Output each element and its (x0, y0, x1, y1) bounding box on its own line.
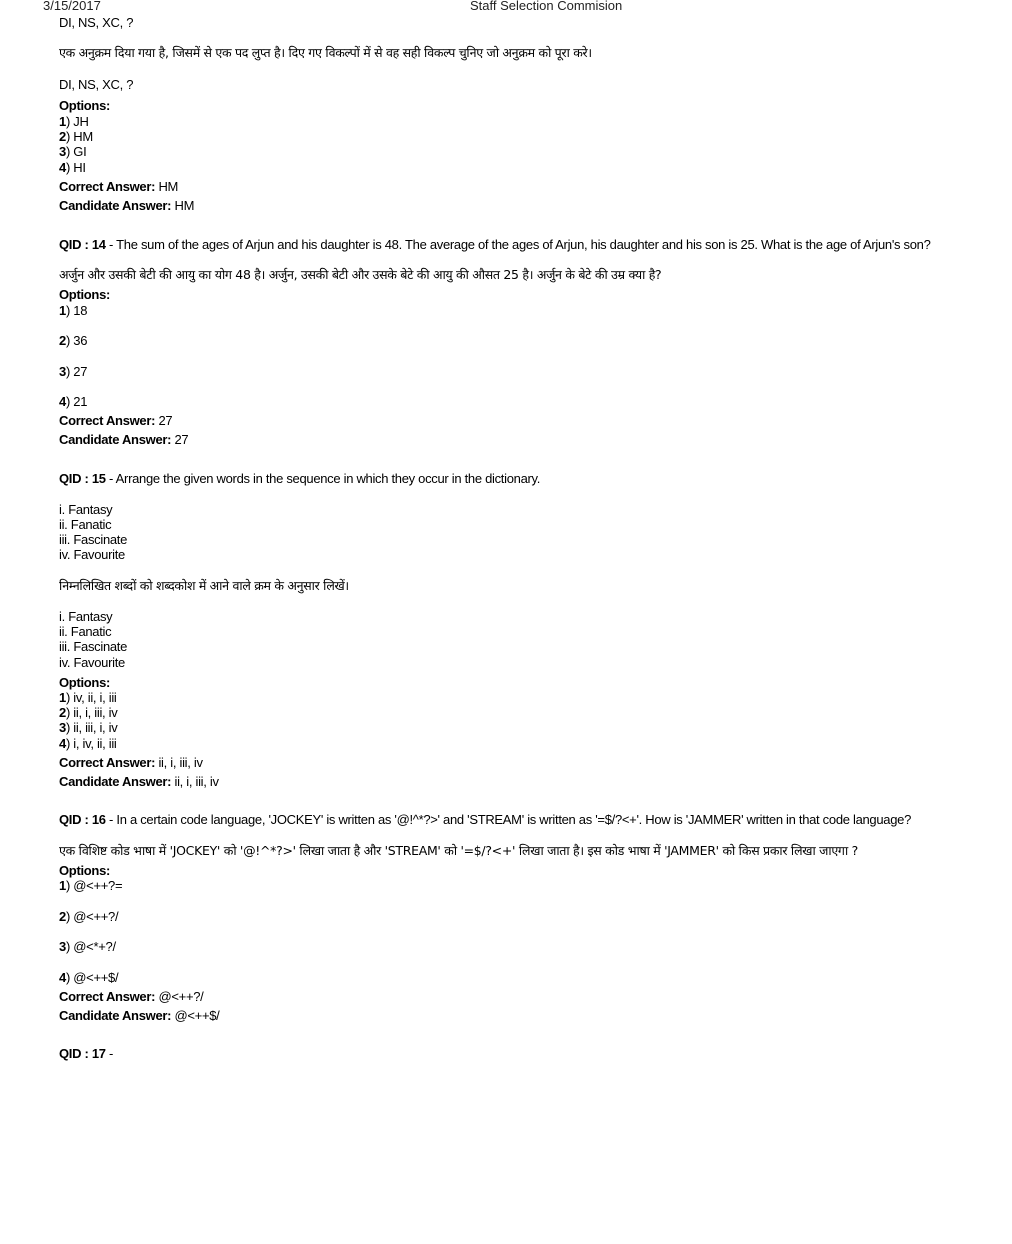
option-1: 1) iv, ii, i, iii (59, 690, 117, 705)
option-1: 1) @<++?= (59, 878, 123, 893)
question-15: QID : 15 - Arrange the given words in the sequence in which they occur in the dictionary. (59, 471, 541, 486)
correct-answer: Correct Answer: 27 (59, 413, 173, 428)
option-1: 1) 18 (59, 303, 88, 318)
options-label: Options: (59, 287, 111, 302)
correct-answer: Correct Answer: HM (59, 179, 179, 194)
option-2: 2) ii, i, iii, iv (59, 705, 118, 720)
candidate-answer: Candidate Answer: HM (59, 198, 195, 213)
options-label: Options: (59, 98, 111, 113)
option-4: 4) @<++$/ (59, 970, 119, 985)
word-item: iii. Fascinate (59, 532, 128, 547)
question-14: QID : 14 - The sum of the ages of Arjun and his daughter is 48. The average of the ages of Arjun, his daughter and his son is 25. What is the age of Arjun's son? (59, 237, 931, 252)
candidate-answer: Candidate Answer: ii, i, iii, iv (59, 774, 219, 789)
question-hindi: अर्जुन और उसकी बेटी की आयु का योग 48 है। अर्जुन, उसकी बेटी और उसके बेटे की आयु की औसत 25 है। अर्जुन के बेटे की उम्र क्या है? (59, 267, 662, 282)
option-4: 4) HI (59, 160, 86, 175)
option-1: 1) JH (59, 114, 89, 129)
options-label: Options: (59, 863, 111, 878)
word-item: iv. Favourite (59, 655, 125, 670)
word-item: ii. Fanatic (59, 624, 112, 639)
print-date: 3/15/2017 (43, 0, 101, 13)
option-3: 3) 27 (59, 364, 88, 379)
word-item: i. Fantasy (59, 502, 113, 517)
option-3: 3) @<*+?/ (59, 939, 116, 954)
question-text: DI, NS, XC, ? (59, 77, 134, 92)
question-17: QID : 17 - (59, 1046, 114, 1061)
question-hindi: एक अनुक्रम दिया गया है, जिसमें से एक पद लुप्त है। दिए गए विकल्पों में से वह सही विकल्प चुनिए जो अनुक्रम को पूरा करे। (59, 45, 592, 60)
word-item: ii. Fanatic (59, 517, 112, 532)
word-item: iii. Fascinate (59, 639, 128, 654)
candidate-answer: Candidate Answer: @<++$/ (59, 1008, 220, 1023)
correct-answer: Correct Answer: ii, i, iii, iv (59, 755, 203, 770)
option-3: 3) GI (59, 144, 87, 159)
candidate-answer: Candidate Answer: 27 (59, 432, 189, 447)
word-item: i. Fantasy (59, 609, 113, 624)
question-hindi: एक विशिष्ट कोड भाषा में 'JOCKEY' को '@!^*?>' लिखा जाता है और 'STREAM' को '=$/?<+' लिखा जाता है। इस कोड भाषा में 'JAMMER' को किस प्रकार लिखा जाएगा ? (59, 843, 858, 858)
option-3: 3) ii, iii, i, iv (59, 720, 118, 735)
option-2: 2) 36 (59, 333, 88, 348)
option-4: 4) i, iv, ii, iii (59, 736, 117, 751)
word-item: iv. Favourite (59, 547, 125, 562)
header-title: Staff Selection Commision (470, 0, 623, 13)
options-label: Options: (59, 675, 111, 690)
question-hindi: निम्नलिखित शब्दों को शब्दकोश में आने वाले क्रम के अनुसार लिखें। (59, 578, 349, 593)
option-4: 4) 21 (59, 394, 88, 409)
question-text: DI, NS, XC, ? (59, 15, 134, 30)
question-16: QID : 16 - In a certain code language, 'JOCKEY' is written as '@!^*?>' and 'STREAM' is written as '=$/?<+'. How is 'JAMMER' written in that code language? (59, 812, 912, 827)
option-2: 2) @<++?/ (59, 909, 119, 924)
correct-answer: Correct Answer: @<++?/ (59, 989, 204, 1004)
option-2: 2) HM (59, 129, 93, 144)
